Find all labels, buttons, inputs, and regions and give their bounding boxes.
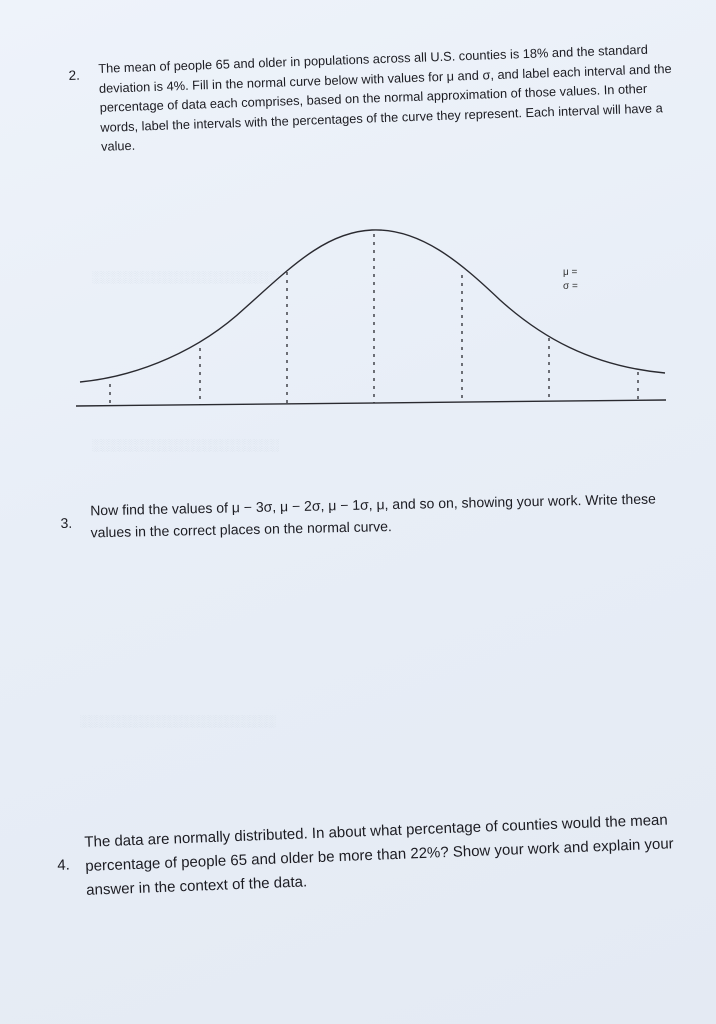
question-3-text: Now find the values of μ − 3σ, μ − 2σ, μ − 1σ, μ, and so on, showing your work. Write these values in the correct places on the normal curve. bbox=[90, 490, 656, 541]
question-2-text: The mean of people 65 and older in populations across all U.S. counties is 18% and the standard deviation is 4%. Fill in the normal curve below with values for μ and σ, and label each interval and the percentage of data each comprises, based on the normal approximation of those values. In other words, label the intervals with the percentages of the curve they represent. Each interval will have a value. bbox=[98, 41, 672, 154]
bleed-through-text-3: ░░░░░░░░░░░░░░░░░░░░░░░ bbox=[80, 714, 276, 728]
question-3-number: 3. bbox=[60, 514, 73, 531]
baseline bbox=[76, 400, 666, 406]
normal-curve bbox=[80, 230, 665, 382]
question-4-text: The data are normally distributed. In about what percentage of counties would the mean percentage of people 65 and older be more than 22%? Show your work and explain your answer in the context of the data. bbox=[84, 811, 674, 899]
bleed-through-text-2: ░░░░░░░░░░░░░░░░░░░░░░ bbox=[92, 438, 280, 452]
sigma-label: σ = bbox=[563, 281, 578, 292]
question-2-number: 2. bbox=[68, 67, 81, 83]
question-4-number: 4. bbox=[56, 856, 71, 874]
bleed-through-text-1: ░░░░░░░░░░░░░░░░░░░░░░ bbox=[92, 270, 280, 284]
mu-label: μ = bbox=[563, 267, 578, 278]
